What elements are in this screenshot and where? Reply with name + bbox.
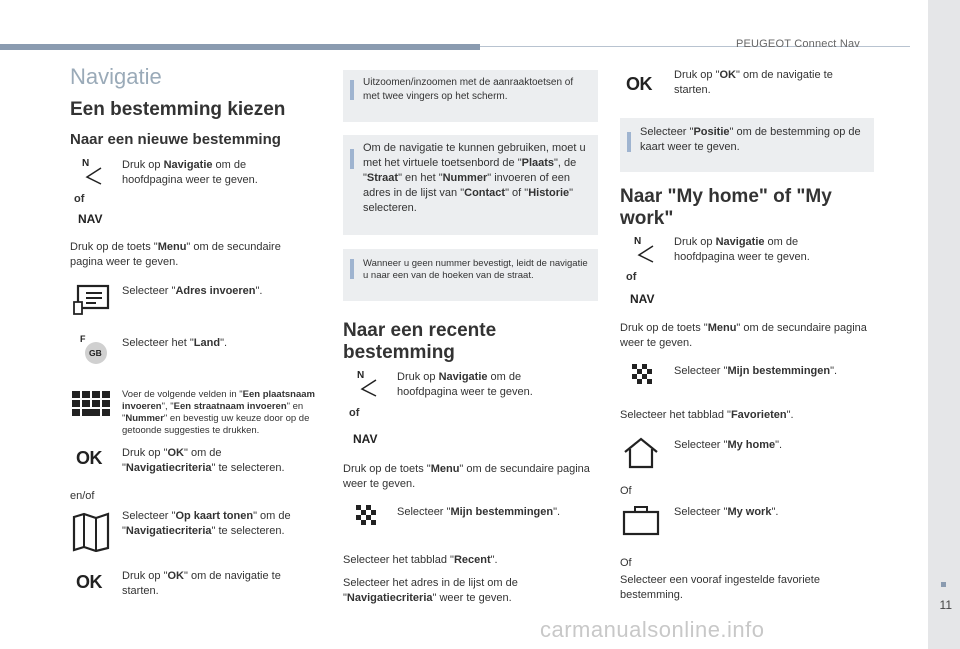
info-icon	[350, 80, 354, 100]
header-rule	[0, 44, 480, 50]
checkered-flag-icon	[356, 505, 378, 527]
info-icon	[627, 132, 631, 152]
or-label: Of	[620, 485, 632, 497]
page-number: 11	[939, 598, 952, 612]
nav-label: NAV	[630, 292, 655, 306]
info-box-keyboard: Om de navigatie te kunnen gebruiken, moet u met het virtuele toetsenbord de "Plaats", de "Straat" en het "Nummer" invoeren of een adres in de lijst van "Contact" of "Historie" selecteren.	[343, 135, 598, 235]
step-select-my-destinations: Selecteer "Mijn bestemmingen".	[397, 506, 561, 518]
ok-icon: OK	[76, 572, 102, 592]
home-icon	[622, 436, 660, 470]
step-select-address-list: Selecteer het adres in de lijst om de "Navigatiecriteria" weer te geven.	[343, 577, 518, 604]
nav-label: NAV	[353, 432, 378, 446]
heading-choose-destination: Een bestemming kiezen	[70, 99, 286, 120]
step-select-recent-tab: Selecteer het tabblad "Recent".	[343, 554, 498, 566]
or-label: of	[74, 193, 85, 205]
or-label: of	[626, 271, 637, 283]
or-label: of	[349, 407, 360, 419]
step-press-menu: Druk op de toets "Menu" om de secundaire pagina weer te geven.	[620, 322, 867, 349]
map-icon	[72, 512, 110, 552]
step-press-navigation: Druk op Navigatie om de hoofdpagina weer te geven.	[674, 236, 810, 263]
step-select-my-work: Selecteer "My work".	[674, 506, 779, 518]
keypad-icon	[72, 391, 112, 417]
step-press-menu: Druk op de toets "Menu" om de secundaire pagina weer te geven.	[70, 241, 281, 268]
or-label: Of	[620, 557, 632, 569]
info-box-number: Wanneer u geen nummer bevestigt, leidt de navigatie u naar een van de hoeken van de straat.	[343, 249, 598, 301]
step-press-navigation: Druk op Navigatie om de hoofdpagina weer te geven.	[397, 371, 533, 398]
address-entry-icon	[72, 284, 110, 316]
step-enter-fields: Voer de volgende velden in "Een plaatsnaam invoeren", "Een straatnaam invoeren" en "Nummer" en bevestig uw keuze door op de getoonde suggesties te drukken.	[122, 389, 315, 436]
navigation-icon: N of NAV	[74, 158, 103, 226]
and-or-label: en/of	[70, 490, 95, 502]
ok-icon: OK	[626, 74, 652, 94]
step-select-my-home: Selecteer "My home".	[674, 439, 783, 451]
step-show-on-map: Selecteer "Op kaart tonen" om de "Navigatiecriteria" te selecteren.	[122, 510, 291, 537]
navigation-icon: N of NAV	[626, 236, 655, 306]
heading-recent-destination: Naar een recente bestemming	[343, 320, 497, 363]
step-press-ok-criteria: Druk op "OK" om de "Navigatiecriteria" te selecteren.	[122, 447, 285, 474]
step-press-navigation: Druk op Navigatie om de hoofdpagina weer te geven.	[122, 159, 258, 186]
step-select-country: Selecteer het "Land".	[122, 337, 228, 349]
work-icon	[622, 504, 660, 536]
nav-label: NAV	[78, 212, 103, 226]
ok-icon: OK	[76, 448, 102, 468]
step-select-favorite: Selecteer een vooraf ingestelde favoriete bestemming.	[620, 574, 820, 601]
country-icon: F GB	[80, 334, 108, 364]
info-box-zoom: Uitzoomen/inzoomen met de aanraaktoetsen of met twee vingers op het scherm.	[343, 70, 598, 122]
heading-home-work: Naar "My home" of "My work"	[620, 186, 832, 229]
info-icon	[350, 259, 354, 279]
step-press-menu: Druk op de toets "Menu" om de secundaire pagina weer te geven.	[343, 463, 590, 490]
step-press-ok-start: Druk op "OK" om de navigatie te starten.	[122, 570, 281, 597]
step-press-ok-start: Druk op "OK" om de navigatie te starten.	[674, 69, 833, 96]
checkered-flag-icon	[632, 364, 654, 386]
page-marker	[941, 582, 946, 587]
subheading-new-destination: Naar een nieuwe bestemming	[70, 131, 281, 148]
section-title: Navigatie	[70, 64, 162, 89]
info-icon	[350, 149, 354, 169]
step-select-address: Selecteer "Adres invoeren".	[122, 285, 263, 297]
brand-label: PEUGEOT Connect Nav	[735, 38, 860, 50]
side-margin-bar	[928, 0, 960, 649]
info-box-position: Selecteer "Positie" om de bestemming op de kaart weer te geven.	[620, 118, 874, 172]
step-select-my-destinations: Selecteer "Mijn bestemmingen".	[674, 365, 838, 377]
step-select-favorites-tab: Selecteer het tabblad "Favorieten".	[620, 409, 794, 421]
navigation-icon: N of NAV	[349, 370, 378, 446]
watermark: carmanualsonline.info	[540, 617, 765, 642]
